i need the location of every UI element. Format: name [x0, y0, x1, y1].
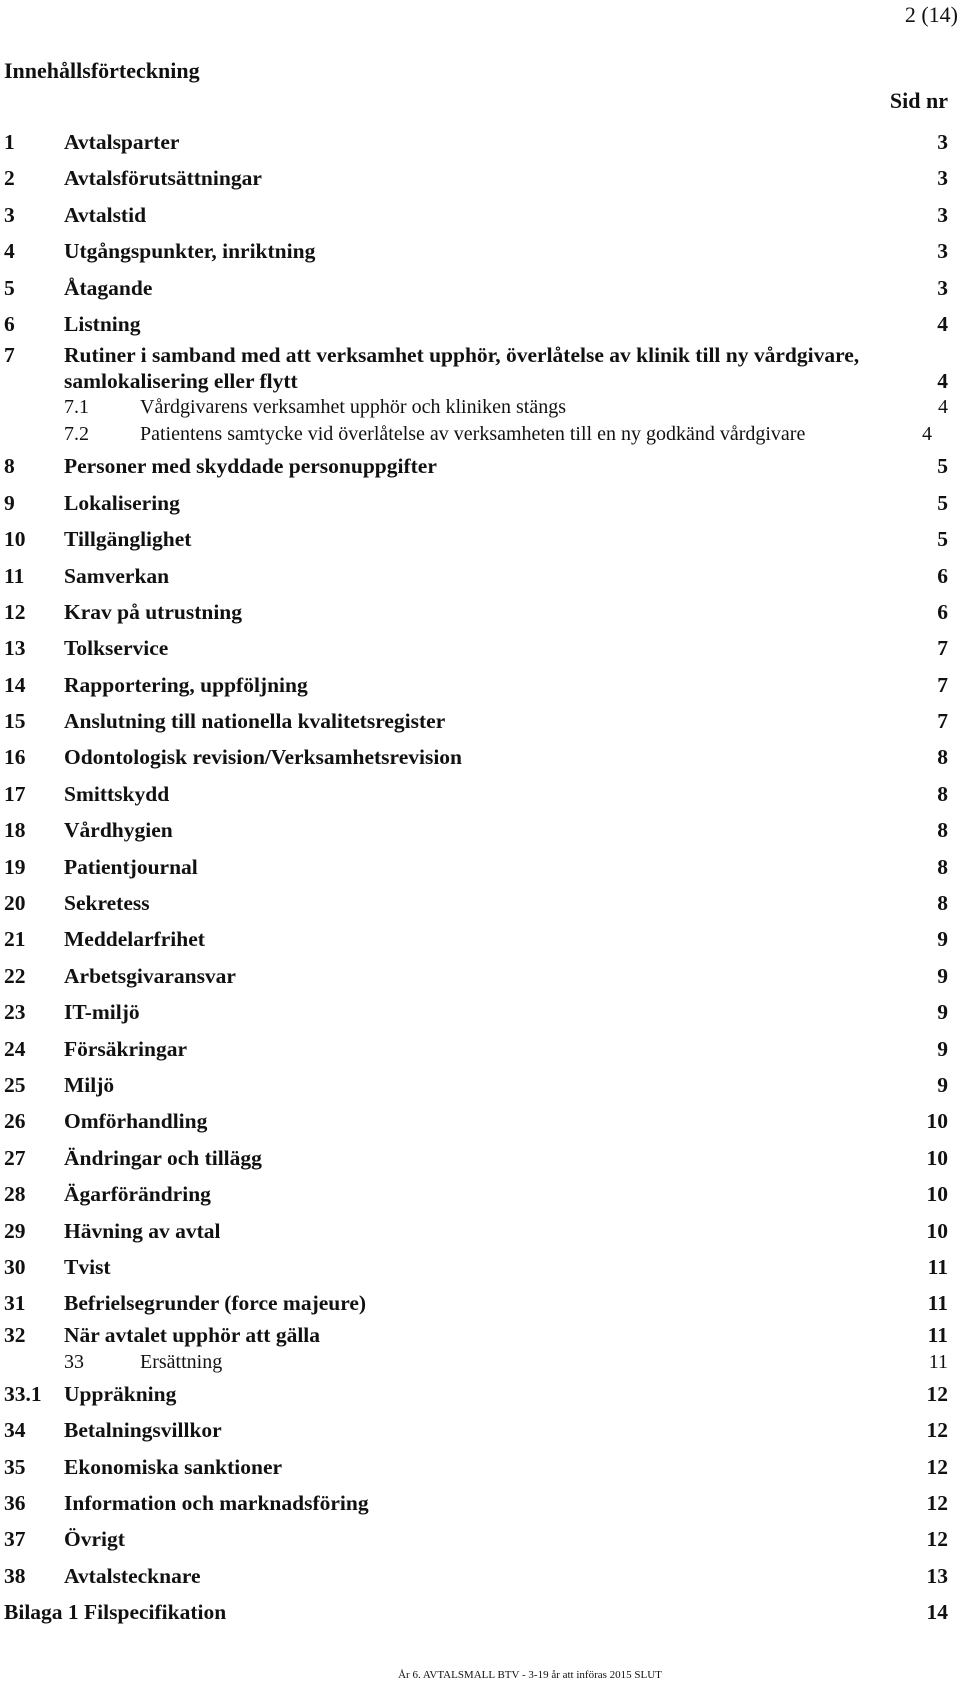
toc-entry[interactable]: 20 Sekretess 8: [4, 891, 948, 916]
toc-entry[interactable]: 8 Personer med skyddade personuppgifter 5: [4, 454, 948, 479]
toc-entry[interactable]: 7 Rutiner i samband med att verksamhet upphör, överlåtelse av klinik till ny vårdgivare, samlokalisering eller flytt 4: [4, 343, 948, 394]
toc-entry[interactable]: 13 Tolkservice 7: [4, 636, 948, 661]
toc-title: Innehållsförteckning: [4, 58, 200, 83]
toc-entry[interactable]: 22 Arbetsgivaransvar 9: [4, 963, 948, 988]
toc-entry[interactable]: 14 Rapportering, uppföljning 7: [4, 672, 948, 697]
toc-entry[interactable]: 4 Utgångspunkter, inriktning 3: [4, 239, 948, 264]
toc-entry[interactable]: 35 Ekonomiska sanktioner 12: [4, 1454, 948, 1479]
toc-entry[interactable]: 36 Information och marknadsföring 12: [4, 1490, 948, 1515]
toc-entry[interactable]: 19 Patientjournal 8: [4, 854, 948, 879]
toc-entry[interactable]: 25 Miljö 9: [4, 1072, 948, 1097]
page-column-header: Sid nr: [889, 88, 948, 113]
page-number: 2 (14): [904, 2, 958, 27]
toc-entry[interactable]: 30 Tvist 11: [4, 1254, 948, 1279]
toc-entry[interactable]: 24 Försäkringar 9: [4, 1036, 948, 1061]
toc-subentry[interactable]: 7.1 Vårdgivarens verksamhet upphör och kliniken stängs 4: [64, 396, 948, 419]
toc-subentry[interactable]: 33 Ersättning 11: [64, 1350, 948, 1373]
toc-entry[interactable]: 15 Anslutning till nationella kvalitetsregister 7: [4, 709, 948, 734]
toc-list: [0, 124, 960, 1630]
toc-entry[interactable]: 26 Omförhandling 10: [4, 1109, 948, 1134]
toc-subentry[interactable]: 7.2 Patientens samtycke vid överlåtelse av verksamheten till en ny godkänd vårdgivare 4: [64, 423, 932, 446]
toc-entry[interactable]: 31 Befrielsegrunder (force majeure) 11: [4, 1291, 948, 1316]
toc-entry[interactable]: 5 Åtagande 3: [4, 275, 948, 300]
toc-entry[interactable]: 1 Avtalsparter 3: [4, 130, 948, 154]
toc-entry[interactable]: 28 Ägarförändring 10: [4, 1182, 948, 1207]
toc-entry[interactable]: 3 Avtalstid 3: [4, 202, 948, 227]
toc-entry[interactable]: 9 Lokalisering 5: [4, 490, 948, 515]
toc-entry[interactable]: 2 Avtalsförutsättningar 3: [4, 166, 948, 191]
toc-entry[interactable]: 17 Smittskydd 8: [4, 781, 948, 806]
toc-entry[interactable]: 16 Odontologisk revision/Verksamhetsrevision 8: [4, 745, 948, 770]
footer-text: År 6. AVTALSMALL BTV - 3-19 år att införas 2015 SLUT: [398, 1669, 662, 1681]
toc-entry[interactable]: 27 Ändringar och tillägg 10: [4, 1145, 948, 1170]
toc-appendix-entry[interactable]: Bilaga 1 Filspecifikation 14: [4, 1600, 948, 1625]
toc-entry[interactable]: 23 IT-miljö 9: [4, 1000, 948, 1025]
page-footer: [0, 1669, 960, 1681]
toc-entry[interactable]: 18 Vårdhygien 8: [4, 818, 948, 843]
toc-entry[interactable]: 34 Betalningsvillkor 12: [4, 1418, 948, 1443]
toc-entry[interactable]: 37 Övrigt 12: [4, 1527, 948, 1552]
toc-entry[interactable]: 10 Tillgänglighet 5: [4, 527, 948, 552]
toc-entry[interactable]: 38 Avtalstecknare 13: [4, 1563, 948, 1588]
toc-entry[interactable]: 11 Samverkan 6: [4, 563, 948, 588]
toc-entry[interactable]: 12 Krav på utrustning 6: [4, 599, 948, 624]
toc-entry[interactable]: 21 Meddelarfrihet 9: [4, 927, 948, 952]
toc-entry[interactable]: 6 Listning 4: [4, 311, 948, 336]
toc-entry[interactable]: 33.1 Uppräkning 12: [4, 1381, 948, 1406]
toc-entry[interactable]: 32 När avtalet upphör att gälla 11: [4, 1322, 948, 1347]
toc-entry[interactable]: 29 Hävning av avtal 10: [4, 1218, 948, 1243]
